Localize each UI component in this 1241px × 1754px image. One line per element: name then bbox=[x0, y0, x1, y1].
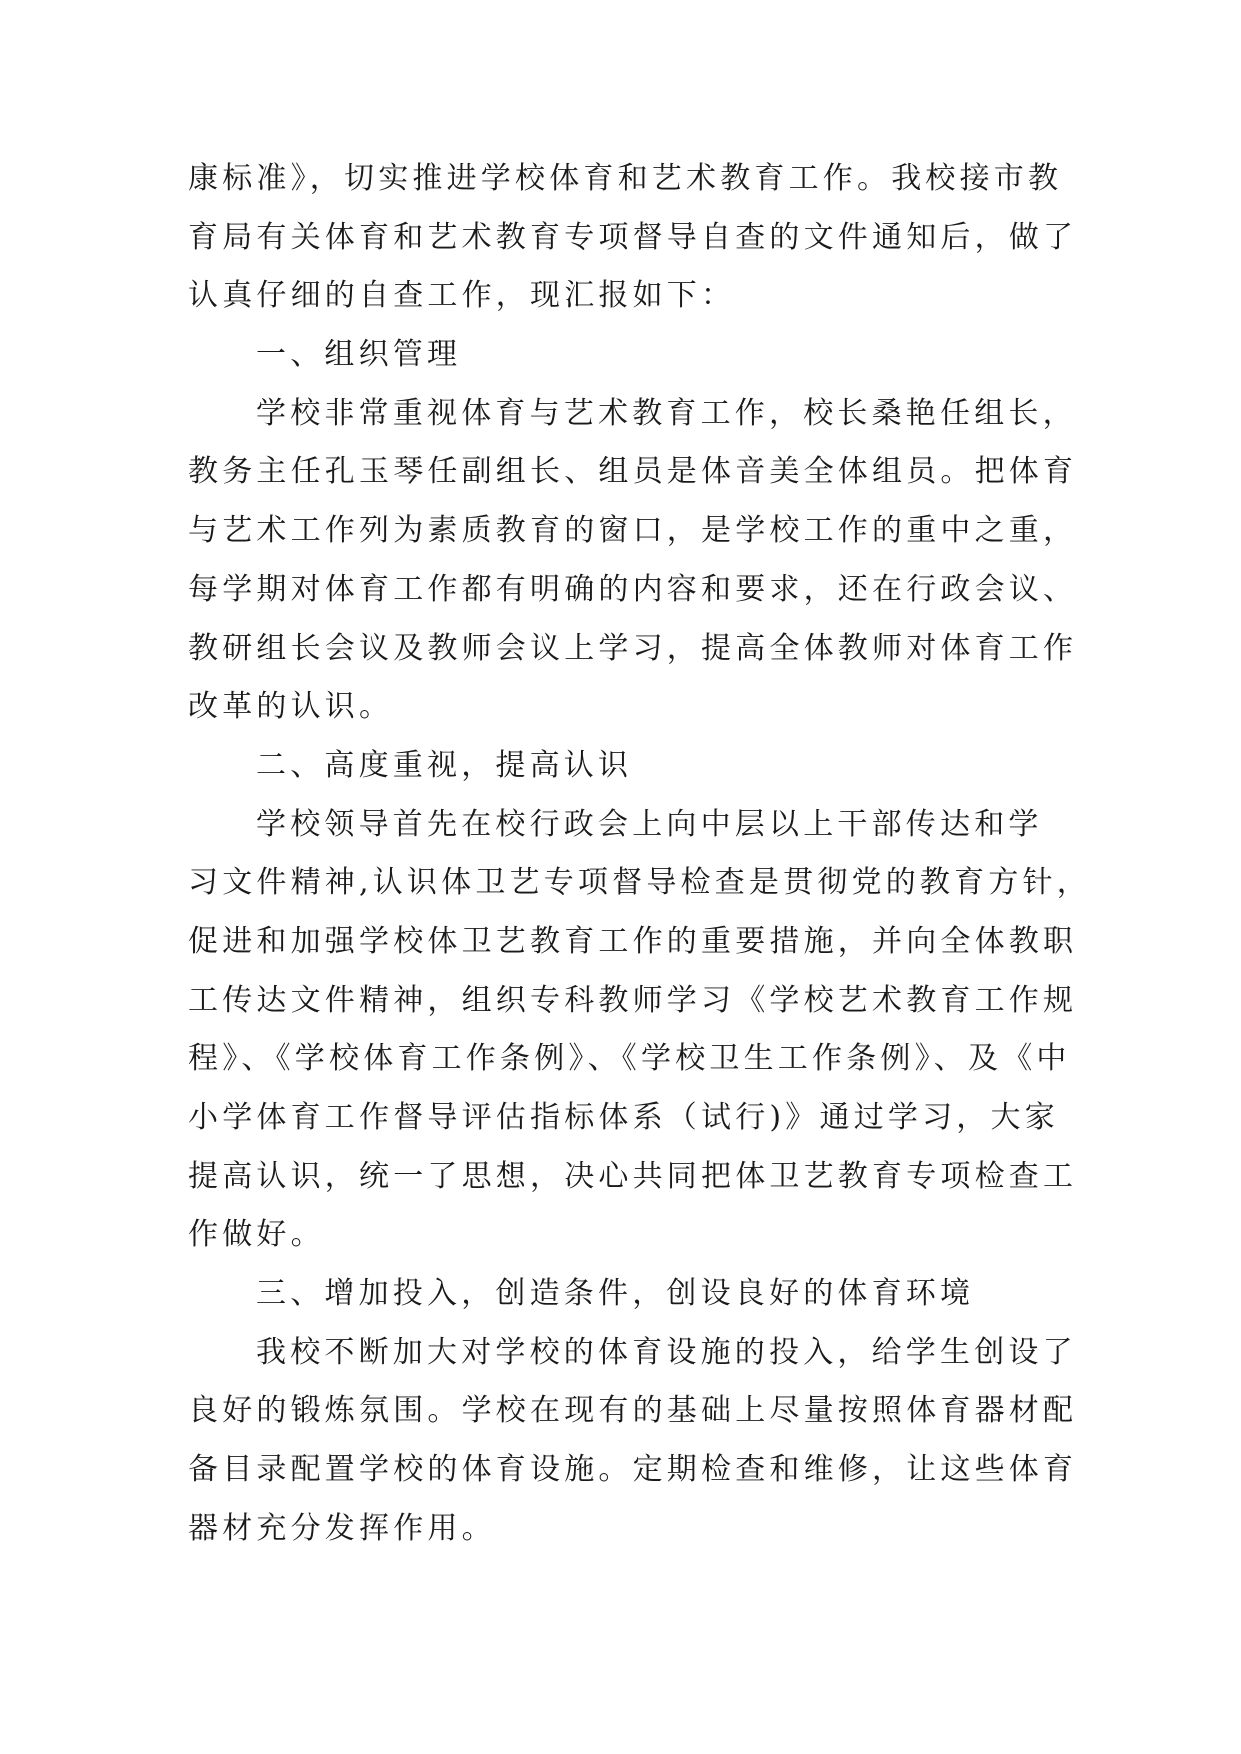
section-heading-organization: 一、组织管理 bbox=[256, 337, 462, 373]
body-text-line: 每学期对体育工作都有明确的内容和要求，还在行政会议、 bbox=[188, 571, 1078, 607]
body-text-line: 良好的锻炼氛围。学校在现有的基础上尽量按照体育器材配 bbox=[188, 1393, 1078, 1429]
body-text-line: 工传达文件精神，组织专科教师学习《学校艺术教育工作规 bbox=[188, 982, 1078, 1018]
section-heading-investment: 三、增加投入，创造条件，创设良好的体育环境 bbox=[256, 1276, 975, 1312]
body-text-line: 提高认识，统一了思想，决心共同把体卫艺教育专项检查工 bbox=[188, 1158, 1078, 1194]
body-text-line: 育局有关体育和艺术教育专项督导自查的文件通知后，做了 bbox=[188, 219, 1078, 255]
body-text-line: 器材充分发挥作用。 bbox=[188, 1510, 496, 1546]
body-text-line: 习文件精神,认识体卫艺专项督导检查是贯彻党的教育方针， bbox=[188, 865, 1091, 901]
body-text-line: 改革的认识。 bbox=[188, 689, 394, 725]
body-text-line: 认真仔细的自查工作，现汇报如下： bbox=[188, 278, 736, 314]
paragraph-first-line: 我校不断加大对学校的体育设施的投入，给学生创设了 bbox=[256, 1334, 1077, 1370]
body-text-line: 促进和加强学校体卫艺教育工作的重要措施，并向全体教职 bbox=[188, 923, 1078, 959]
paragraph-first-line: 学校非常重视体育与艺术教育工作，校长桑艳任组长， bbox=[256, 395, 1077, 431]
document-body bbox=[188, 150, 1091, 1559]
body-text-line: 教研组长会议及教师会议上学习，提高全体教师对体育工作 bbox=[188, 630, 1078, 666]
body-text-line: 康标准》，切实推进学校体育和艺术教育工作。我校接市教 bbox=[188, 161, 1063, 196]
body-text-line: 作做好。 bbox=[188, 1217, 325, 1253]
body-text-line: 小学体育工作督导评估指标体系（试行)》通过学习，大家 bbox=[188, 1100, 1059, 1135]
body-text-line: 与艺术工作列为素质教育的窗口，是学校工作的重中之重， bbox=[188, 513, 1078, 549]
body-text-line: 程》、《学校体育工作条例》、《学校卫生工作条例》、及《中 bbox=[188, 1041, 1071, 1077]
body-text-line: 备目录配置学校的体育设施。定期检查和维修，让这些体育 bbox=[188, 1452, 1078, 1488]
body-text-line: 教务主任孔玉琴任副组长、组员是体音美全体组员。把体育 bbox=[188, 454, 1078, 490]
section-heading-awareness: 二、高度重视，提高认识 bbox=[256, 747, 633, 783]
paragraph-first-line: 学校领导首先在校行政会上向中层以上干部传达和学 bbox=[256, 806, 1043, 842]
